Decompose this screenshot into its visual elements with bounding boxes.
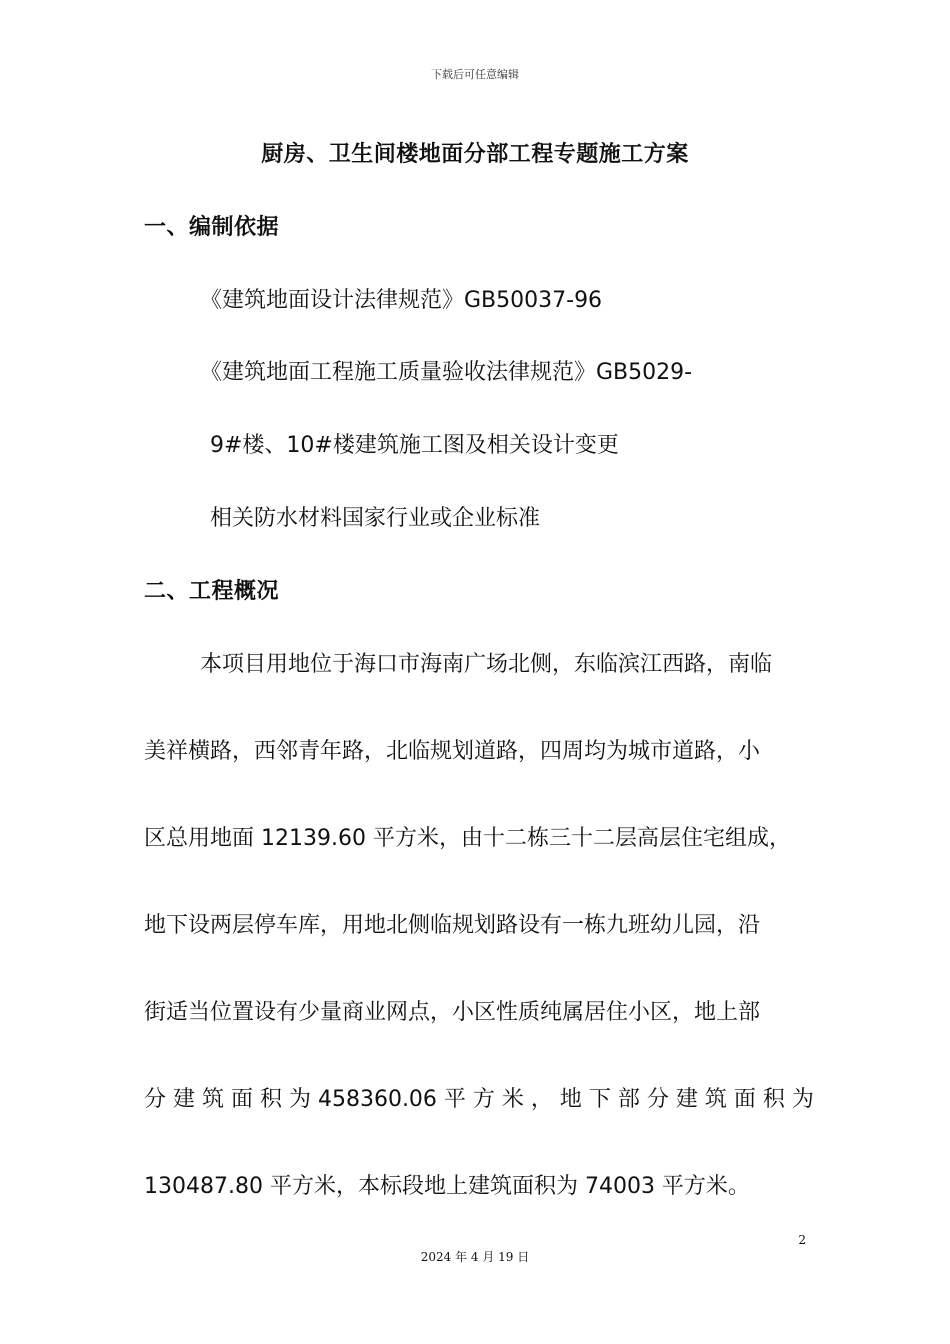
paragraph-line: 130487.80 平方米，本标段地上建筑面积为 74003 平方米。 [144, 1174, 750, 1199]
paragraph-line: 街适当位置设有少量商业网点，小区性质纯属居住小区，地上部 [144, 1000, 761, 1025]
paragraph-line: 本项目用地位于海口市海南广场北侧，东临滨江西路，南临 [200, 652, 773, 677]
paragraph-line: 区总用地面 12139.60 平方米，由十二栋三十二层高层住宅组成， [144, 826, 791, 851]
document-title: 厨房、卫生间楼地面分部工程专题施工方案 [261, 142, 689, 167]
paragraph-line: 美祥横路，西邻青年路，北临规划道路，四周均为城市道路，小 [144, 739, 761, 764]
header-note: 下载后可任意编辑 [431, 68, 519, 81]
reference-item: 9#楼、10#楼建筑施工图及相关设计变更 [210, 433, 619, 458]
paragraph-line: 地下设两层停车库，用地北侧临规划路设有一栋九班幼儿园，沿 [144, 913, 761, 938]
footer-date: 2024 年 4 月 19 日 [420, 1250, 530, 1264]
reference-item: 相关防水材料国家行业或企业标准 [210, 506, 541, 531]
section-heading-basis: 一、编制依据 [144, 215, 280, 240]
page-number: 2 [798, 1233, 806, 1247]
section-heading-overview: 二、工程概况 [144, 579, 280, 604]
reference-item: 《建筑地面设计法律规范》GB50037-96 [200, 288, 603, 313]
paragraph-line: 分 建 筑 面 积 为 458360.06 平 方 米 ， 地 下 部 分 建 筑 面 积 为 [144, 1087, 814, 1112]
reference-item: 《建筑地面工程施工质量验收法律规范》GB5029- [200, 360, 693, 385]
